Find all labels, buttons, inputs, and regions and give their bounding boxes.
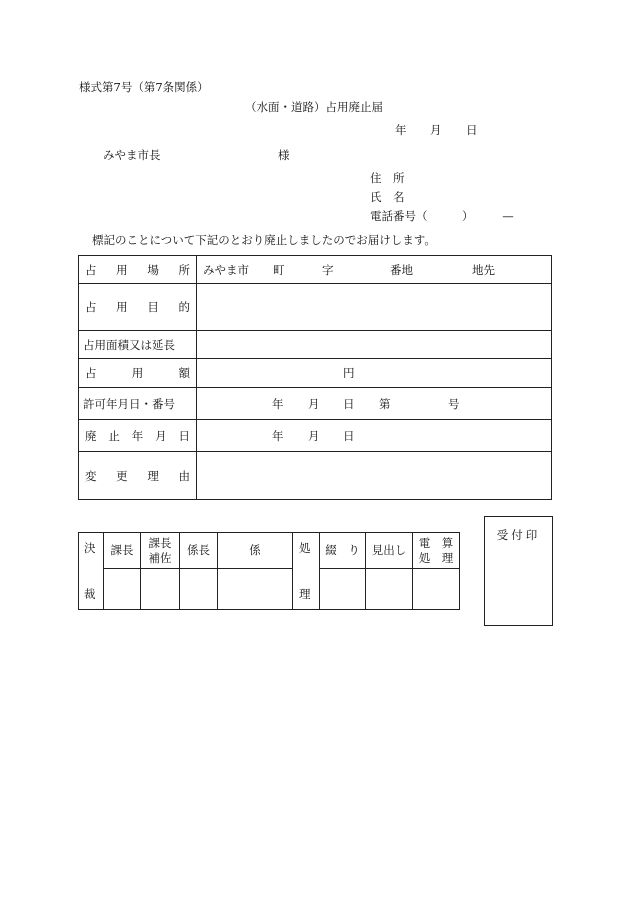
permit-label: 許可年月日・番号 <box>79 388 197 420</box>
tsuzuri-seal-box[interactable] <box>320 569 366 610</box>
reason-value-cell[interactable] <box>197 452 552 500</box>
kessai-cell <box>79 533 104 610</box>
kakari-cell <box>218 533 293 569</box>
intro-text: 標記のことについて下記のとおり廃止しましたのでお届けします。 <box>92 233 436 247</box>
stamp-seal-row <box>79 569 460 610</box>
abolish-day: 日 <box>343 428 355 443</box>
abolish-label: 廃 止 年 月 日 <box>85 428 190 443</box>
abolish-month: 月 <box>308 428 320 443</box>
approval-stamp-table <box>78 532 460 610</box>
shori-cell <box>293 533 320 610</box>
label-cell <box>79 452 197 500</box>
row-purpose <box>79 284 552 331</box>
permit-year: 年 <box>272 396 284 411</box>
densan-cell <box>413 533 460 569</box>
purpose-label: 占 用 目 的 <box>85 300 190 314</box>
midashi-seal-box[interactable] <box>366 569 413 610</box>
label-cell <box>79 420 197 452</box>
honorific: 様 <box>278 148 290 162</box>
reason-label: 変 更 理 由 <box>85 468 190 483</box>
banchi-text: 番地 <box>390 262 413 277</box>
kachou-label: 課長 <box>110 543 134 558</box>
label-cell <box>79 284 197 331</box>
tsuzuri-cell <box>320 533 366 569</box>
receipt-stamp-box[interactable] <box>484 516 553 626</box>
kakari-label: 係 <box>249 543 261 558</box>
row-abolish <box>79 420 552 452</box>
receipt-label: 受付印 <box>496 528 541 542</box>
date-day: 日 <box>466 123 478 137</box>
addressee: みやま市長 <box>103 148 161 162</box>
yen-unit: 円 <box>343 366 355 380</box>
permit-dai: 第 <box>379 396 391 411</box>
row-permit <box>79 388 552 420</box>
label-cell <box>79 359 197 388</box>
form-number: 様式第7号（第7条関係） <box>79 80 209 94</box>
midashi-label: 見出し <box>371 543 407 558</box>
kakari-seal-box[interactable] <box>218 569 293 610</box>
kessai-bottom: 裁 <box>84 587 96 601</box>
densan-line2: 処 理 <box>418 550 454 565</box>
tsuzuri-label: 綴 り <box>325 543 360 558</box>
date-month: 月 <box>430 123 442 137</box>
shori-top: 処 <box>299 541 311 555</box>
kachou-seal-box[interactable] <box>104 569 141 610</box>
row-reason <box>79 452 552 500</box>
location-label: 占 用 場 所 <box>85 262 190 277</box>
kakarichou-cell <box>180 533 218 569</box>
densan-seal-box[interactable] <box>413 569 460 610</box>
kakarichou-label: 係長 <box>187 543 210 558</box>
kachou-cell <box>104 533 141 569</box>
aza-text: 字 <box>322 262 334 277</box>
form-title: （水面・道路）占用廃止届 <box>245 100 383 114</box>
amount-value-cell[interactable] <box>197 359 552 388</box>
city-text: みやま市 <box>203 262 249 277</box>
midashi-cell <box>366 533 413 569</box>
phone-label: 電話番号（ ） — <box>370 209 514 223</box>
permit-month: 月 <box>308 396 320 411</box>
row-location <box>79 256 552 284</box>
kakarichou-seal-box[interactable] <box>180 569 218 610</box>
occupancy-table <box>78 255 552 500</box>
stamp-header-row <box>79 533 460 569</box>
permit-gou: 号 <box>448 396 460 411</box>
label-cell <box>79 256 197 284</box>
permit-value-cell[interactable] <box>197 388 552 420</box>
area-value-cell[interactable] <box>197 331 552 359</box>
name-label: 氏 名 <box>370 190 405 204</box>
densan-line1: 電 算 <box>418 536 454 551</box>
area-label: 占用面積又は延長 <box>79 331 197 359</box>
kachou-hosa-line1: 課長 <box>148 536 172 551</box>
town-text: 町 <box>273 262 285 277</box>
location-value-cell[interactable] <box>197 256 552 284</box>
chisaki-text: 地先 <box>472 262 495 277</box>
kachou-hosa-seal-box[interactable] <box>141 569 180 610</box>
purpose-value-cell[interactable] <box>197 284 552 331</box>
kessai-top: 決 <box>84 541 96 555</box>
shori-bottom: 理 <box>299 587 311 601</box>
kachou-hosa-line2: 補佐 <box>148 550 172 565</box>
permit-day: 日 <box>343 396 355 411</box>
abolish-value-cell[interactable] <box>197 420 552 452</box>
row-amount <box>79 359 552 388</box>
row-area <box>79 331 552 359</box>
abolish-year: 年 <box>272 428 284 443</box>
address-label: 住 所 <box>370 171 405 185</box>
amount-label: 占 用 額 <box>85 366 190 380</box>
kachou-hosa-cell <box>141 533 180 569</box>
date-year: 年 <box>395 123 407 137</box>
